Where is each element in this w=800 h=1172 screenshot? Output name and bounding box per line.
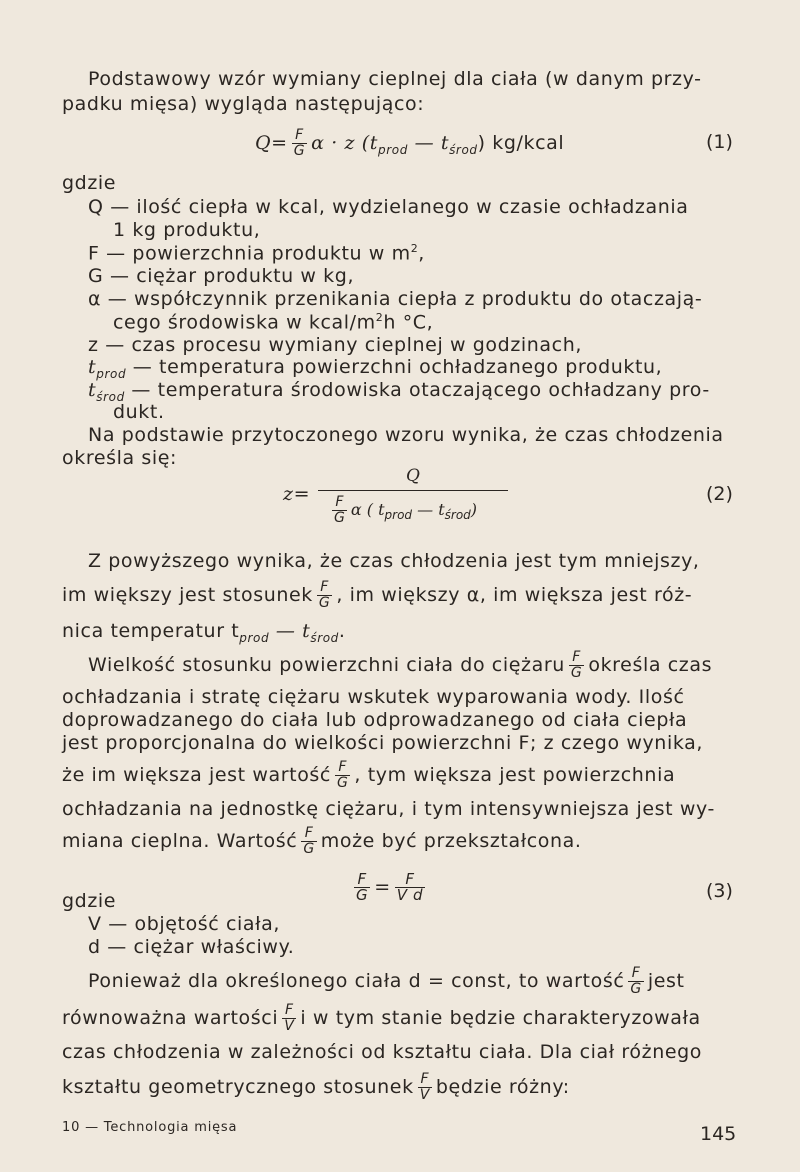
intro-line-2: padku mięsa) wygląda następująco: <box>62 93 425 115</box>
para5-line-3: czas chłodzenia w zależności od kształtu ciała. Dla ciał różnego <box>62 1041 703 1063</box>
para2-line-2: określa się: <box>62 447 178 469</box>
def-alpha-2: cego środowiska w kcal/$m^2h$ °C, <box>113 311 434 334</box>
defs2-gdzie: gdzie <box>62 890 117 912</box>
equation-1: Q= $\frac{F}{G}$ α · z ($t_{prod}$ — $t_{środ}$) kg/kcal <box>255 127 565 159</box>
para3-line-1: Z powyższego wynika, że czas chłodzenia jest tym mniejszy, <box>88 550 700 572</box>
defs-gdzie: gdzie <box>62 172 117 194</box>
para2-line-1: Na podstawie przytoczonego wzoru wynika, że czas chłodzenia <box>88 424 724 446</box>
para4-line-3: doprowadzanego do ciała lub odprowadzanego od ciała ciepła <box>62 709 688 731</box>
para5-line-4: kształtu geometrycznego stosunek $\frac{F}{V}$ będzie różny: <box>62 1071 570 1103</box>
def-alpha-1: α — współczynnik przenikania ciepła z produktu do otaczają- <box>88 288 703 310</box>
para5-line-1: Ponieważ dla określonego ciała d = const, to wartość $\frac{F}{G}$ jest <box>88 965 685 997</box>
def-q-1: Q — ilość ciepła w kcal, wydzielanego w czasie ochładzania <box>88 196 689 218</box>
def-v: V — objętość ciała, <box>88 913 281 935</box>
para4-line-6: ochładzania na jednostkę ciężaru, i tym intensywniejsza jest wy- <box>62 798 715 820</box>
para4-line-2: ochładzania i stratę ciężaru wskutek wyparowania wody. Ilość <box>62 686 685 708</box>
para3-line-3: nica temperatur $t_{prod}$ — $t_{środ}$. <box>62 620 346 645</box>
equation-2-fraction <box>318 466 508 526</box>
eq2-numerator: Q <box>406 466 420 486</box>
eq2-denominator: $\frac{F}{G}$ α ( $t_{prod}$ — $t_{środ}$) <box>334 494 478 526</box>
def-d: d — ciężar właściwy. <box>88 936 295 958</box>
para4-line-1: Wielkość stosunku powierzchni ciała do ciężaru $\frac{F}{G}$ określa czas <box>88 649 713 681</box>
para4-line-4: jest proporcjonalna do wielkości powierzchni F; z czego wynika, <box>62 732 703 754</box>
eq1-fraction: $\frac{F}{G}$ <box>293 127 306 159</box>
def-f: F — powierzchnia produktu w $m^2$, <box>88 242 425 265</box>
para3-line-2: im większy jest stosunek $\frac{F}{G}$ , im większy α, im większa jest róż- <box>62 579 693 611</box>
page-number: 145 <box>700 1123 737 1145</box>
intro-line-1: Podstawowy wzór wymiany cieplnej dla ciała (w danym przy- <box>88 68 702 90</box>
def-z: z — czas procesu wymiany cieplnej w godzinach, <box>88 334 582 356</box>
para4-line-7: miana cieplna. Wartość $\frac{F}{G}$ może być przekształcona. <box>62 825 582 857</box>
equation-2-lhs: z= <box>283 483 311 505</box>
para5-line-2: równoważna wartości $\frac{F}{V}$ i w tym stanie będzie charakteryzowała <box>62 1002 701 1034</box>
footer-chapter: 10 — Technologia mięsa <box>62 1120 238 1135</box>
eq2-fraction-bar <box>318 490 508 491</box>
equation-2-number: (2) <box>706 483 733 505</box>
equation-3-number: (3) <box>706 880 733 902</box>
def-q-2: 1 kg produktu, <box>113 219 261 241</box>
def-tprod: $t_{prod}$ — temperatura powierzchni ochładzanego produktu, <box>88 356 663 381</box>
equation-3: $\frac{F}{G}$ = $\frac{F}{\text{V d}}$ <box>356 870 424 904</box>
def-g: G — ciężar produktu w kg, <box>88 265 355 287</box>
def-tsrod-1: $t_{środ}$ — temperatura środowiska otaczającego ochładzany pro- <box>88 379 710 404</box>
def-tsrod-2: dukt. <box>113 401 165 423</box>
para4-line-5: że im większa jest wartość $\frac{F}{G}$ , tym większa jest powierzchnia <box>62 759 676 791</box>
equation-1-number: (1) <box>706 131 733 153</box>
